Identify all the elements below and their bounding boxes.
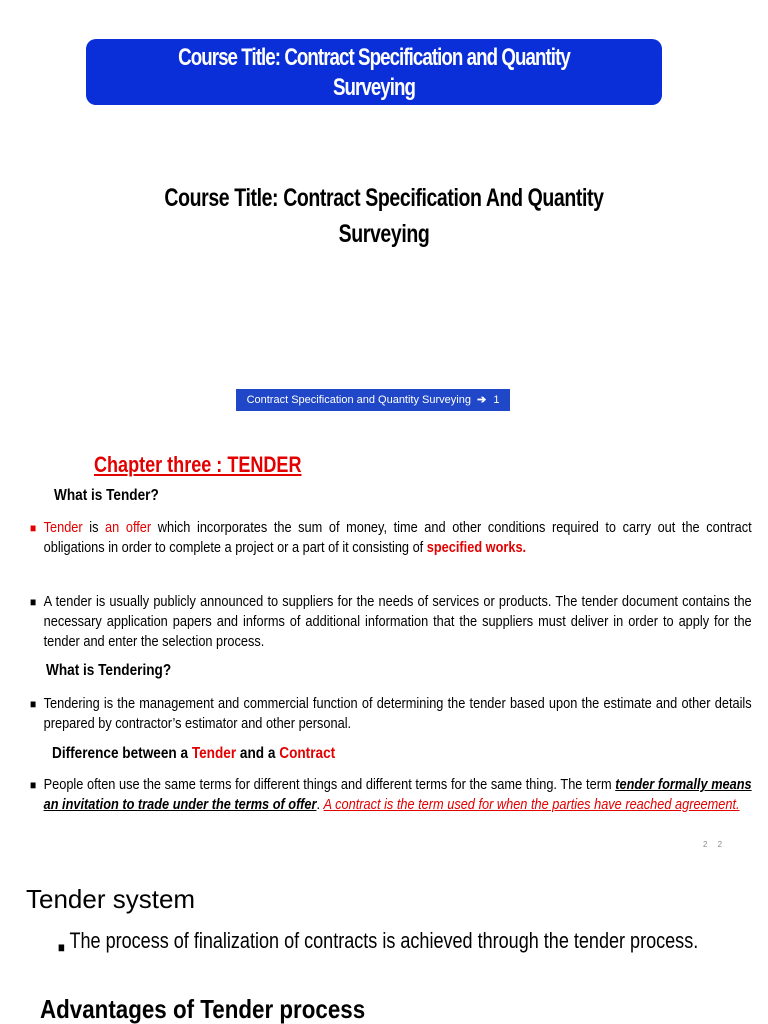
heading-difference — [52, 745, 335, 763]
bullet-icon: ■ — [30, 778, 37, 792]
heading-tender-system: Tender system — [26, 884, 196, 914]
tendering-definition-text: Tendering is the management and commercial function of determining the tender based upon the estimate and other details prepared by contractor’s estimator and other personal. — [43, 695, 752, 732]
difference-and: and a — [236, 745, 280, 762]
bullet-icon: ■ — [58, 939, 65, 955]
tender-definition-text: which incorporates the sum of money, time and other conditions required to carry out the contract obligations in order to complete a project or a part of it consisting of — [43, 519, 752, 556]
paragraph-tender-system — [58, 926, 718, 956]
chapter-title: Chapter three : TENDER — [94, 452, 302, 477]
difference-text-start: People often use the same terms for different things and different terms for the same thing. The term — [43, 776, 616, 793]
tender-invitation-text: tender formally means an invitation to trade under the terms of offer — [43, 776, 752, 813]
course-title — [131, 180, 636, 252]
paragraph-difference — [30, 775, 752, 815]
course-title-banner — [86, 39, 662, 105]
footer-tag-page: 1 — [493, 394, 500, 406]
difference-heading-start: Difference between a — [52, 745, 192, 762]
heading-advantages: Advantages of Tender process — [40, 994, 366, 1024]
paragraph-tender-announcement — [30, 592, 752, 652]
text-is: is — [82, 519, 106, 536]
banner-line-1: Course Title: Contract Specification and Quantity — [178, 44, 570, 71]
bullet-icon: ■ — [30, 697, 37, 711]
difference-tender-word: Tender — [191, 745, 237, 762]
term-tender: Tender — [43, 519, 83, 536]
course-title-line-1: Course Title: Contract Specification And Quantity — [164, 184, 604, 212]
course-title-line-2: Surveying — [338, 220, 430, 248]
slide-footer-tag — [236, 389, 510, 411]
term-specified-works: specified works. — [426, 539, 527, 556]
heading-what-is-tendering: What is Tendering? — [46, 662, 172, 679]
heading-what-is-tender: What is Tender? — [54, 487, 159, 504]
difference-dot: . — [316, 796, 324, 813]
footer-tag-text: Contract Specification and Quantity Surveying — [246, 394, 471, 406]
slide-page-number: 2 2 — [703, 840, 727, 849]
term-an-offer: an offer — [105, 519, 152, 536]
difference-contract-word: Contract — [279, 745, 336, 762]
contract-agreement-text: A contract is the term used for when the parties have reached agreement. — [323, 796, 740, 813]
bullet-icon: ■ — [30, 595, 37, 609]
paragraph-tendering-definition — [30, 694, 752, 734]
paragraph-tender-definition — [30, 518, 752, 558]
banner-line-2: Surveying — [332, 74, 416, 101]
bullet-icon: ■ — [30, 521, 37, 535]
tender-announcement-text: A tender is usually publicly announced to suppliers for the needs of services or products. The tender document contains the necessary application papers and informs of additional information that the suppliers must deliver in order to apply for the tender and enter the selection process. — [43, 593, 752, 650]
tender-system-text: The process of finalization of contracts is achieved through the tender process. — [69, 928, 699, 953]
arrow-right-icon: ➔ — [477, 394, 487, 406]
